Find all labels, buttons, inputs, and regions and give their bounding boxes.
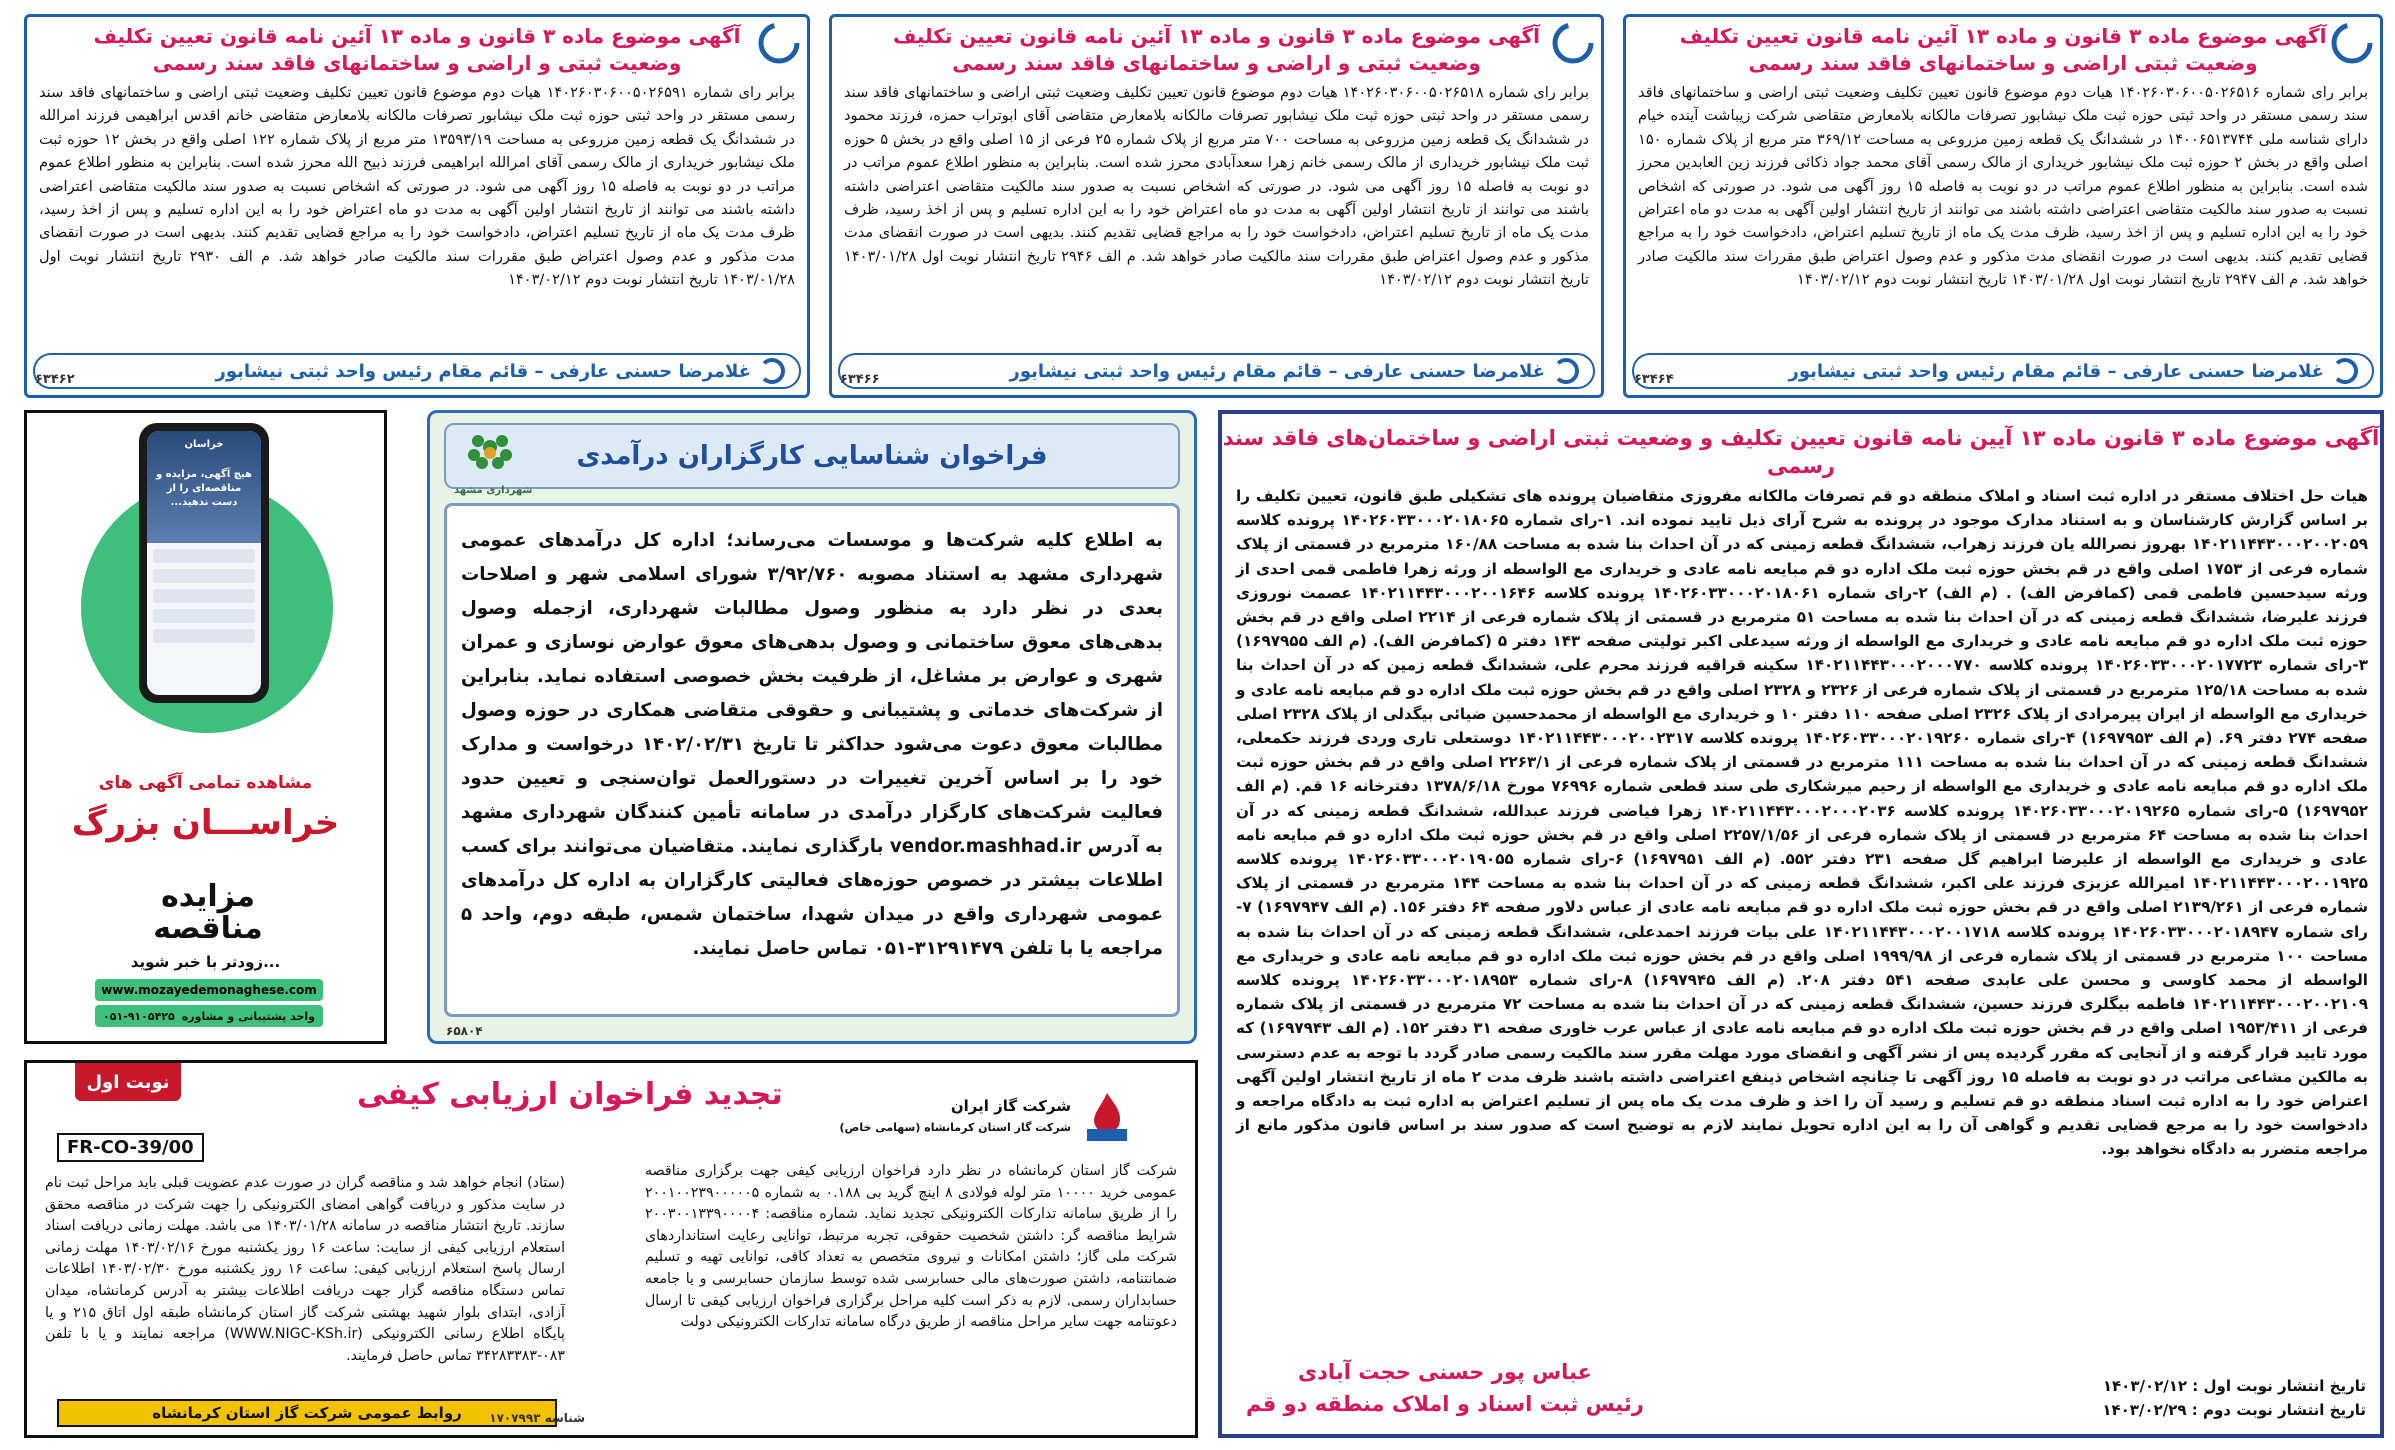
ad-body: برابر رای شماره ۱۴۰۲۶۰۳۰۶۰۰۵۰۲۶۵۱۸ هیات دوم موضوع قانون تعیین تکلیف وضعیت ثبتی اراضی و ساختمانهای فاقد سند رسمی مستقر در واحد ثبتی حوزه ثبت ملک نیشابور تصرفات مالکانه بلامعارض متقاضی آقای ابوتراب حمزه، فرزند محمود در ششدانگ یک قطعه زمین مزروعی به مساحت ۷۰۰ متر مربع از پلاک شماره ۲۵ فرعی از ۱۵ اصلی واقع در بخش ۵ حوزه ثبت ملک نیشابور خریداری از مالک رسمی خانم زهرا سعدآبادی محرز شده است. بنابراین به منظور اطلاع عموم مراتب در دو نوبت به فاصله ۱۵ روز آگهی می شود. در صورتی که اشخاص نسبت به صدور سند مالکیت متقاضی اعتراضی داشته باشند می توانند از تاریخ انتشار اولین آگهی به مدت دو ماه اعتراض خود را به این اداره تسلیم و پس از اخذ رسید، ظرف مدت یک ماه از تاریخ تسلیم اعتراض، دادخواست خود را به مراجع قضایی تقدیم کنند. بدیهی است در صورت انقضای مدت مذکور و عدم وصول اعتراض طبق مقررات سند مالکیت صادر خواهد شد. م الف ۲۹۴۶ تاریخ انتشار نوبت اول ۱۴۰۳/۰۱/۲۸ تاریخ انتشار نوبت دوم ۱۴۰۳/۰۲/۱۲ bbox=[844, 84, 1590, 289]
ad-body: هیات حل اختلاف مستقر در اداره ثبت اسناد و املاک منطقه دو قم تصرفات مالکانه مفروزی متقاضیان پرونده های تشکیلی طبق قانون، تعیین تکلیف را بر اساس گزارش کارشناسان و به استناد مدارک موجود در پرونده به شرح آرای ذیل تایید نموده اند. ۱-رای شماره ۱۴۰۲۶۰۳۳۰۰۰۲۰۱۸۰۶۵ پرونده کلاسه ۱۴۰۲۱۱۴۴۳۰۰۰۲۰۰۲۰۵۹ بهروز نصرالله یان فرزند زهراب، ششدانگ قطعه زمینی که در آن احداث بنا شده به مساحت ۱۶۰/۸۸ مترمربع در قسمتی از پلاک شماره فرعی از ۱۷۵۳ اصلی واقع در قم بخش حوزه ثبت ملک اداره دو قم مبایعه نامه عادی و خریداری مع الواسطه از ورثه زهرا فاطمی قمی احدی از ورثه سیدحسین فاطمی قمی (کمافرض الف) . (م الف) ۲-رای شماره ۱۴۰۲۶۰۳۳۰۰۰۲۰۱۸۰۶۱ پرونده کلاسه ۱۴۰۲۱۱۴۴۳۰۰۰۲۰۰۱۶۴۶ عصمت نوروزی فرزند علیرضا، ششدانگ قطعه زمینی که در آن احداث بنا شده به مساحت ۵۱ مترمربع در قسمتی از پلاک شماره فرعی از ۲۲۱۴ اصلی واقع در قم بخش حوزه ثبت ملک اداره دو قم مبایعه نامه عادی و خریداری مع الواسطه از ورثه سیدعلی اکبر تولیتی صفحه ۱۴۳ دفتر ۵ (کمافرض الف). (م الف ۱۶۹۷۹۵۵) ۳-رای شماره ۱۴۰۲۶۰۳۳۰۰۰۲۰۱۷۷۲۳ پرونده کلاسه ۱۴۰۲۱۱۴۴۳۰۰۰۲۰۰۰۷۷۰ سکینه قراقیه فرزند محرم علی، ششدانگ قطعه زمین که در آن احداث بنا شده به مساحت ۱۲۵/۱۸ مترمربع در قسمتی از پلاک شماره فرعی از ۲۳۲۶ و ۲۳۲۸ اصلی واقع در قم بخش حوزه ثبت ملک اداره دو قم مبایعه نامه عادی و خریداری مع الواسطه از ایران پیرمرادی از پلاک ۲۳۲۶ اصلی صفحه ۱۱۰ دفتر ۱۰ و خریداری مع الواسطه از محمدحسین ضیائی بیگدلی از پلاک ۲۳۲۸ اصلی صفحه ۲۷۴ دفتر ۶۹. (م الف ۱۶۹۷۹۵۳) ۴-رای شماره ۱۴۰۲۶۰۳۳۰۰۰۲۰۱۹۲۶۰ پرونده کلاسه ۱۴۰۲۱۱۴۴۳۰۰۰۲۰۰۲۳۱۷ دوستعلی تاری وردی فرزند حکمعلی، ششدانگ قطعه زمینی که در آن احداث بنا شده به مساحت ۱۱۱ مترمربع در قسمتی از پلاک شماره فرعی از ۲۲۶۳/۱ اصلی واقع در قم بخش حوزه ثبت ملک اداره دو قم مبایعه نامه عادی و خریداری مع الواسطه از رحیم میرشکاری طی سند قطعی شماره ۷۶۹۹۶ مورخ ۱۳۷۸/۶/۱۸ دفترخانه ۱۶ قم. (م الف ۱۶۹۷۹۵۲) ۵-رای شماره ۱۴۰۲۶۰۳۳۰۰۰۲۰۱۹۲۶۵ پرونده کلاسه ۱۴۰۲۱۱۴۴۳۰۰۰۲۰۰۰۲۰۳۶ زهرا فیاضی فرزند عبدالله، ششدانگ قطعه زمینی که در آن احداث بنا شده به مساحت ۶۴ مترمربع در قسمتی از پلاک شماره فرعی از ۲۲۵۷/۱/۵۶ اصلی واقع در قم بخش حوزه ثبت ملک اداره دو قم مبایعه نامه عادی و خریداری مع الواسطه از علیرضا ابراهیم گل صفحه ۲۳۱ دفتر ۵۵۲. (م الف ۱۶۹۷۹۵۱) ۶-رای شماره ۱۴۰۲۶۰۳۳۰۰۰۲۰۱۹۰۵۵ پرونده کلاسه ۱۴۰۲۱۱۴۴۳۰۰۰۲۰۰۱۹۲۵ امیرالله عزیزی فرزند علی اکبر، ششدانگ قطعه زمینی که در آن احداث بنا شده به مساحت ۱۴۴ مترمربع در قسمتی از پلاک شماره فرعی از ۲۱۳۹/۲۶۱ اصلی واقع در قم بخش حوزه ثبت ملک اداره دو قم مبایعه نامه عادی از عباس دلاور صفحه ۶۴ دفتر ۱۵۶. (م الف ۱۶۹۷۹۴۷) ۷-رای شماره ۱۴۰۲۶۰۳۳۰۰۰۲۰۱۸۹۴۷ پرونده کلاسه ۱۴۰۲۱۱۴۴۳۰۰۰۲۰۰۱۷۱۸ علی بیات فرزند احمدعلی، ششدانگ قطعه زمینی که در آن احداث بنا شده به مساحت ۱۰۰ مترمربع در قسمتی از پلاک شماره فرعی از ۱۹۹۹/۹۸ اصلی واقع در قم بخش حوزه ثبت ملک اداره دو قم مبایعه نامه عادی و خریداری مع الواسطه از محمد کاوسی و محسن علی عابدی صفحه ۵۴۱ دفتر ۲۰۸. (م الف ۱۶۹۷۹۴۵) ۸-رای شماره ۱۴۰۲۶۰۳۳۰۰۰۲۰۱۸۹۵۳ پرونده کلاسه ۱۴۰۲۱۱۴۴۳۰۰۰۲۰۰۲۱۰۹ فاطمه بیگلری فرزند حسین، ششدانگ قطعه زمینی که در آن احداث بنا شده به مساحت ۷۲ مترمربع در قسمتی از پلاک شماره فرعی از ۱۹۵۳/۴۱۱ اصلی واقع در قم بخش حوزه ثبت ملک اداره دو قم مبایعه نامه عادی از عباس عرب خاوری صفحه ۳۱ دفتر ۱۵۲. (م الف ۱۶۹۷۹۴۳) که مورد تایید قرار گرفته و از آنجایی که مقرر گردیده پس از نشر آگهی و انقضای مورد مهلت مقرر سند مالکیت رسمی صادر گردد با توجه به عدم دسترسی به مالکین مشاعی مراتب در دو نوبت به فاصله ۱۵ روز آگهی تا چنانچه اشخاص ذینفع اعتراضی داشته باشند ظرف مدت ۲ ماه از تاریخ انتشار اولین آگهی اعتراض خود را به اداره ثبت اسناد منطقه دو قم تسلیم و رسید آن را اخذ و ظرف مدت یک ماه پس از تسلیم اعتراض به اداره ثبت به دادگاه مراجعه و دادخواست خود را به مرجع قضایی تقدیم و گواهی آن را به این اداره تحویل نمایند لازم به توضیح است که صدور سند بر اساس قانون مذکور مانع از مراجعه متضرر به دادگاه نخواهد بود. bbox=[1236, 487, 2369, 1159]
tagline: زودتر با خبر شوید... bbox=[130, 953, 281, 971]
swirl-icon bbox=[2332, 358, 2358, 384]
ad-number: شناسه ۱۷۰۷۹۹۳ bbox=[489, 1411, 585, 1425]
phone-number: ۰۵۱-۹۱۰۵۴۲۵ bbox=[103, 1009, 175, 1023]
ad-title: آگهی موضوع ماده ۳ قانون و ماده ۱۳ آئین نامه قانون تعیین تکلیف وضعیت ثبتی و اراضی و ساختمانهای فاقد سند رسمی bbox=[893, 24, 1540, 75]
list-item bbox=[153, 569, 255, 583]
swirl-emblem-icon bbox=[757, 21, 801, 65]
logo-caption: شهرداری مشهد bbox=[454, 485, 533, 496]
ad-body: به اطلاع کلیه شرکت‌ها و موسسات می‌رساند؛ اداره کل درآمدهای عمومی شهرداری مشهد به استناد مصوبه ۳/۹۲/۷۶۰ شورای اسلامی شهر و اصلاحات بعدی در نظر دارد به منظور وصول مطالبات شهرداری، ازجمله وصول بدهی‌های معوق ساختمانی و وصول بدهی‌های معوق عوارض نوسازی و عمران شهری و عوارض بر مشاغل، از ظرفیت بخش خصوصی استفاده نماید. بنابراین از شرکت‌های خدماتی و پشتیبانی و حقوقی متقاضی همکاری در حوزه وصول مطالبات معوق دعوت می‌شود حداکثر تا تاریخ ۱۴۰۲/۰۲/۳۱ درخواست و مدارک خود را بر اساس آخرین تغییرات در دستورالعمل توان‌سنجی و تعیین حدود فعالیت شرکت‌های کارگزار درآمدی در سامانه تأمین کنندگان شهرداری مشهد به آدرس vendor.mashhad.ir بارگذاری نمایند. متقاضیان می‌توانند برای کسب اطلاعات بیشتر در خصوص حوزه‌های فعالیتی کارگزاران به اداره کل درآمدهای عمومی شهرداری واقع در میدان شهدا، ساختمان شمس، طبقه دوم، واحد ۵ مراجعه یا با تلفن ۳۱۲۹۱۴۷۹-۰۵۱ تماس حاصل نمایند. bbox=[461, 530, 1163, 959]
signature-bar bbox=[33, 353, 801, 389]
signature-bar bbox=[838, 353, 1595, 389]
logo-top: مزایده bbox=[161, 879, 255, 914]
list-item bbox=[153, 609, 255, 623]
footer-bar: روابط عمومی شرکت گاز استان کرمانشاه bbox=[57, 1399, 557, 1427]
ad-title: آگهی موضوع ماده ۳ قانون ماده ۱۳ آیین نامه قانون تعیین تکلیف و وضعیت ثبتی اراضی و ساختمان‌های فاقد سند رسمی bbox=[1222, 426, 2380, 478]
mashhad-logo-icon bbox=[460, 427, 520, 485]
swirl-icon bbox=[759, 358, 785, 384]
company-subname: شرکت گاز استان کرمانشاه (سهامی خاص) bbox=[839, 1121, 1071, 1134]
date-second: تاریخ انتشار نوبت دوم : ۱۴۰۳/۰۲/۲۹ bbox=[2102, 1401, 2366, 1419]
gas-company-logo-icon bbox=[1079, 1089, 1135, 1145]
ad-body-frame bbox=[444, 503, 1180, 1017]
ad-number: ۶۵۸۰۴ bbox=[446, 1024, 483, 1038]
form-code: FR-CO-39/00 bbox=[57, 1133, 204, 1162]
ad-number: ۶۳۴۶۴ bbox=[1634, 372, 1674, 387]
notice-badge: نوبت اول bbox=[75, 1063, 181, 1101]
date-first: تاریخ انتشار نوبت اول : ۱۴۰۳/۰۲/۱۲ bbox=[2102, 1377, 2366, 1395]
list-item bbox=[153, 589, 255, 603]
website-bar bbox=[95, 979, 323, 1001]
ad-title: آگهی موضوع ماده ۳ قانون و ماده ۱۳ آئین نامه قانون تعیین تکلیف وضعیت ثبتی اراضی و ساختمانهای فاقد سند رسمی bbox=[1679, 24, 2327, 75]
ad-column-right: شرکت گاز استان کرمانشاه در نظر دارد فراخوان ارزیابی کیفی جهت برگزاری مناقصه عمومی خرید ۱۰۰۰۰ متر لوله فولادی ۸ اینچ گرید بی ۰.۱۸۸ به شماره ۲۰۰۱۰۰۲۳۹۰۰۰۰۰۵ را از طریق سامانه تدارکات الکترونیکی تجدید نماید. شماره مناقصه: ۲۰۰۳۰۰۱۳۳۹۰۰۰۰۴ شرایط مناقصه گر: داشتن شخصیت حقوقی، تجربه مرتبط، توانایی رعایت استانداردهای شرکت ملی گاز؛ داشتن امکانات و نیروی متخصص به تعداد کافی، توانایی تهیه و تسلیم ضمانتنامه، داشتن صورت‌های مالی حسابرسی شده توسط سازمان حسابرسی و یا جامعه حسابداران رسمی. لازم به ذکر است کلیه مراحل برگزاری فراخوان ارزیابی کیفی تا ارسال دعوتنامه جهت سایر مراحل مناقصه از طریق درگاه سامانه تدارکات الکترونیکی دولت bbox=[645, 1163, 1177, 1331]
signature-bar bbox=[1632, 353, 2374, 389]
ad-neyshabur-1 bbox=[1623, 14, 2383, 398]
ad-column-left: (ستاد) انجام خواهد شد و مناقصه گران در صورت عدم عضویت قبلی باید مراحل ثبت نام در سایت مذکور و دریافت گواهی امضای الکترونیکی را جهت شرکت در مناقصه محقق سازند. تاریخ انتشار مناقصه در سامانه ۱۴۰۳/۰۱/۲۸ می باشد. مهلت زمانی دریافت اسناد استعلام ارزیابی کیفی از سایت: ساعت ۱۶ روز یکشنبه مورخ ۱۴۰۳/۰۲/۱۶ مهلت زمانی ارسال پاسخ استعلام ارزیابی کیفی: ساعت ۱۶ روز یکشنبه مورخ ۱۴۰۳/۰۲/۳۰ اطلاعات تماس دستگاه مناقصه گزار جهت دریافت اطلاعات بیشتر به آدرس کرمانشاه، میدان آزادی، ابتدای بلوار شهید بهشتی شرکت گاز استان کرمانشاه طبقه اول اتاق ۲۱۵ و یا پایگاه اطلاع رسانی الکترونیکی (WWW.NIGC-KSh.ir) مراجعه نمایند و یا با تلفن ۰۸۳-۳۴۲۸۳۳۸۳ تماس حاصل فرمایند. bbox=[45, 1175, 566, 1364]
phone-text: هیچ آگهی، مزایده و مناقصه‌ای را از دست ندهید... bbox=[156, 469, 252, 508]
signature: غلامرضا حسنی عارفی – قائم مقام رئیس واحد ثبتی نیشابور bbox=[1009, 360, 1545, 382]
brand-name: خراســـان بزرگ bbox=[71, 803, 340, 843]
phone-mockup bbox=[139, 423, 269, 703]
ad-qom-registry bbox=[1218, 410, 2384, 1438]
phone-bar bbox=[95, 1005, 323, 1027]
ad-kermanshah-gas bbox=[24, 1060, 1198, 1438]
phone-hero bbox=[147, 431, 261, 543]
list-item bbox=[153, 549, 255, 563]
ad-header bbox=[444, 423, 1180, 489]
ad-title: آگهی موضوع ماده ۳ قانون و ماده ۱۳ آئین نامه قانون تعیین تکلیف وضعیت ثبتی و اراضی و ساختمانهای فاقد سند رسمی bbox=[93, 24, 741, 75]
logo-bottom: مناقصه bbox=[153, 911, 263, 946]
swirl-emblem-icon bbox=[1551, 21, 1595, 65]
phone-list bbox=[147, 543, 261, 649]
view-all-text: مشاهده تمامی آگهی های bbox=[98, 773, 313, 793]
mozayede-logo bbox=[133, 881, 283, 945]
signature: غلامرضا حسنی عارفی – قائم مقام رئیس واحد ثبتی نیشابور bbox=[215, 360, 751, 382]
ad-body: برابر رای شماره ۱۴۰۲۶۰۳۰۶۰۰۵۰۲۶۵۹۱ هیات دوم موضوع قانون تعیین تکلیف وضعیت ثبتی اراضی و ساختمانهای فاقد سند رسمی مستقر در واحد ثبتی حوزه ثبت ملک نیشابور تصرفات مالکانه بلامعارض متقاضی خانم اقدس ابراهیمی فرزند امرالله در ششدانگ یک قطعه زمین مزروعی به مساحت ۱۳۵۹۳/۱۹ متر مربع از پلاک شماره ۱۲۲ اصلی واقع در بخش ۱۲ حوزه ثبت ملک نیشابور خریداری از مالک رسمی آقای امرالله ابراهیمی فرزند ذبیح الله محرز شده است. بنابراین به منظور اطلاع عموم مراتب در دو نوبت به فاصله ۱۵ روز آگهی می شود. در صورتی که اشخاص نسبت به صدور سند مالکیت متقاضی اعتراضی داشته باشند می توانند از تاریخ انتشار اولین آگهی به مدت دو ماه اعتراض خود را به این اداره تسلیم و پس از اخذ رسید، ظرف مدت یک ماه از تاریخ تسلیم اعتراض، دادخواست خود را به مراجع قضایی تقدیم کنند. بدیهی است در صورت انقضای مدت مذکور و عدم وصول اعتراض طبق مقررات سند مالکیت صادر خواهد شد. م الف ۲۹۳۰ تاریخ انتشار نوبت اول ۱۴۰۳/۰۱/۲۸ تاریخ انتشار نوبت دوم ۱۴۰۳/۰۲/۱۲ bbox=[39, 84, 796, 289]
ad-neyshabur-2 bbox=[829, 14, 1604, 398]
ad-title: تجدید فراخوان ارزیابی کیفی bbox=[357, 1077, 783, 1112]
ad-mashhad-municipality bbox=[427, 410, 1197, 1044]
publication-dates bbox=[2102, 1374, 2366, 1422]
list-item bbox=[153, 629, 255, 643]
ad-body: برابر رای شماره ۱۴۰۲۶۰۳۰۶۰۰۵۰۲۶۵۱۶ هیات دوم موضوع قانون تعیین تکلیف وضعیت ثبتی اراضی و ساختمانهای فاقد سند رسمی مستقر در واحد ثبتی حوزه ثبت ملک نیشابور تصرفات مالکانه بلامعارض متقاضی شرکت زیباشت آینده خیام دارای شناسه ملی ۱۴۰۰۶۵۱۳۷۴۴ در ششدانگ یک قطعه زمین مزروعی به مساحت ۳۶۹/۱۲ متر مربع از پلاک شماره ۱۵۰ اصلی واقع در بخش ۲ حوزه ثبت ملک نیشابور خریداری از مالک رسمی آقای محمد جواد ذکائی فرزند زین العابدین محرز شده است. بنابراین به منظور اطلاع عموم مراتب در دو نوبت به فاصله ۱۵ روز آگهی می شود. در صورتی که اشخاص نسبت به صدور سند مالکیت متقاضی اعتراضی داشته باشند می توانند از تاریخ انتشار اولین آگهی به مدت دو ماه اعتراض خود را به این اداره تسلیم و پس از اخذ رسید، ظرف مدت یک ماه از تاریخ تسلیم اعتراض، دادخواست خود را به مراجع قضایی تقدیم کنند. بدیهی است در صورت انقضای مدت مذکور و عدم وصول اعتراض طبق مقررات سند مالکیت صادر خواهد شد. م الف ۲۹۴۷ تاریخ انتشار نوبت اول ۱۴۰۳/۰۱/۲۸ تاریخ انتشار نوبت دوم ۱۴۰۳/۰۲/۱۲ bbox=[1638, 84, 2369, 289]
khorasan-promo bbox=[24, 410, 387, 1044]
signature bbox=[1246, 1356, 1644, 1420]
company-name: شرکت گاز ایران bbox=[950, 1097, 1071, 1115]
ad-number: ۶۳۴۶۲ bbox=[35, 372, 75, 387]
ad-number: ۶۳۴۶۶ bbox=[840, 372, 880, 387]
swirl-icon bbox=[1553, 358, 1579, 384]
phone-screen bbox=[147, 431, 261, 695]
phone-header: خراسان bbox=[184, 439, 224, 450]
website[interactable]: www.mozayedemonaghese.com bbox=[101, 983, 317, 997]
swirl-emblem-icon bbox=[2330, 21, 2374, 65]
phone-label: واحد پشتیبانی و مشاوره bbox=[181, 1009, 315, 1023]
signature-title: رئیس ثبت اسناد و املاک منطقه دو قم bbox=[1246, 1392, 1644, 1416]
signature-name: عباس پور حسنی حجت آبادی bbox=[1297, 1360, 1592, 1384]
ad-neyshabur-3 bbox=[24, 14, 810, 398]
ad-title: فراخوان شناسایی کارگزاران درآمدی bbox=[576, 441, 1048, 471]
signature: غلامرضا حسنی عارفی – قائم مقام رئیس واحد ثبتی نیشابور bbox=[1788, 360, 2324, 382]
